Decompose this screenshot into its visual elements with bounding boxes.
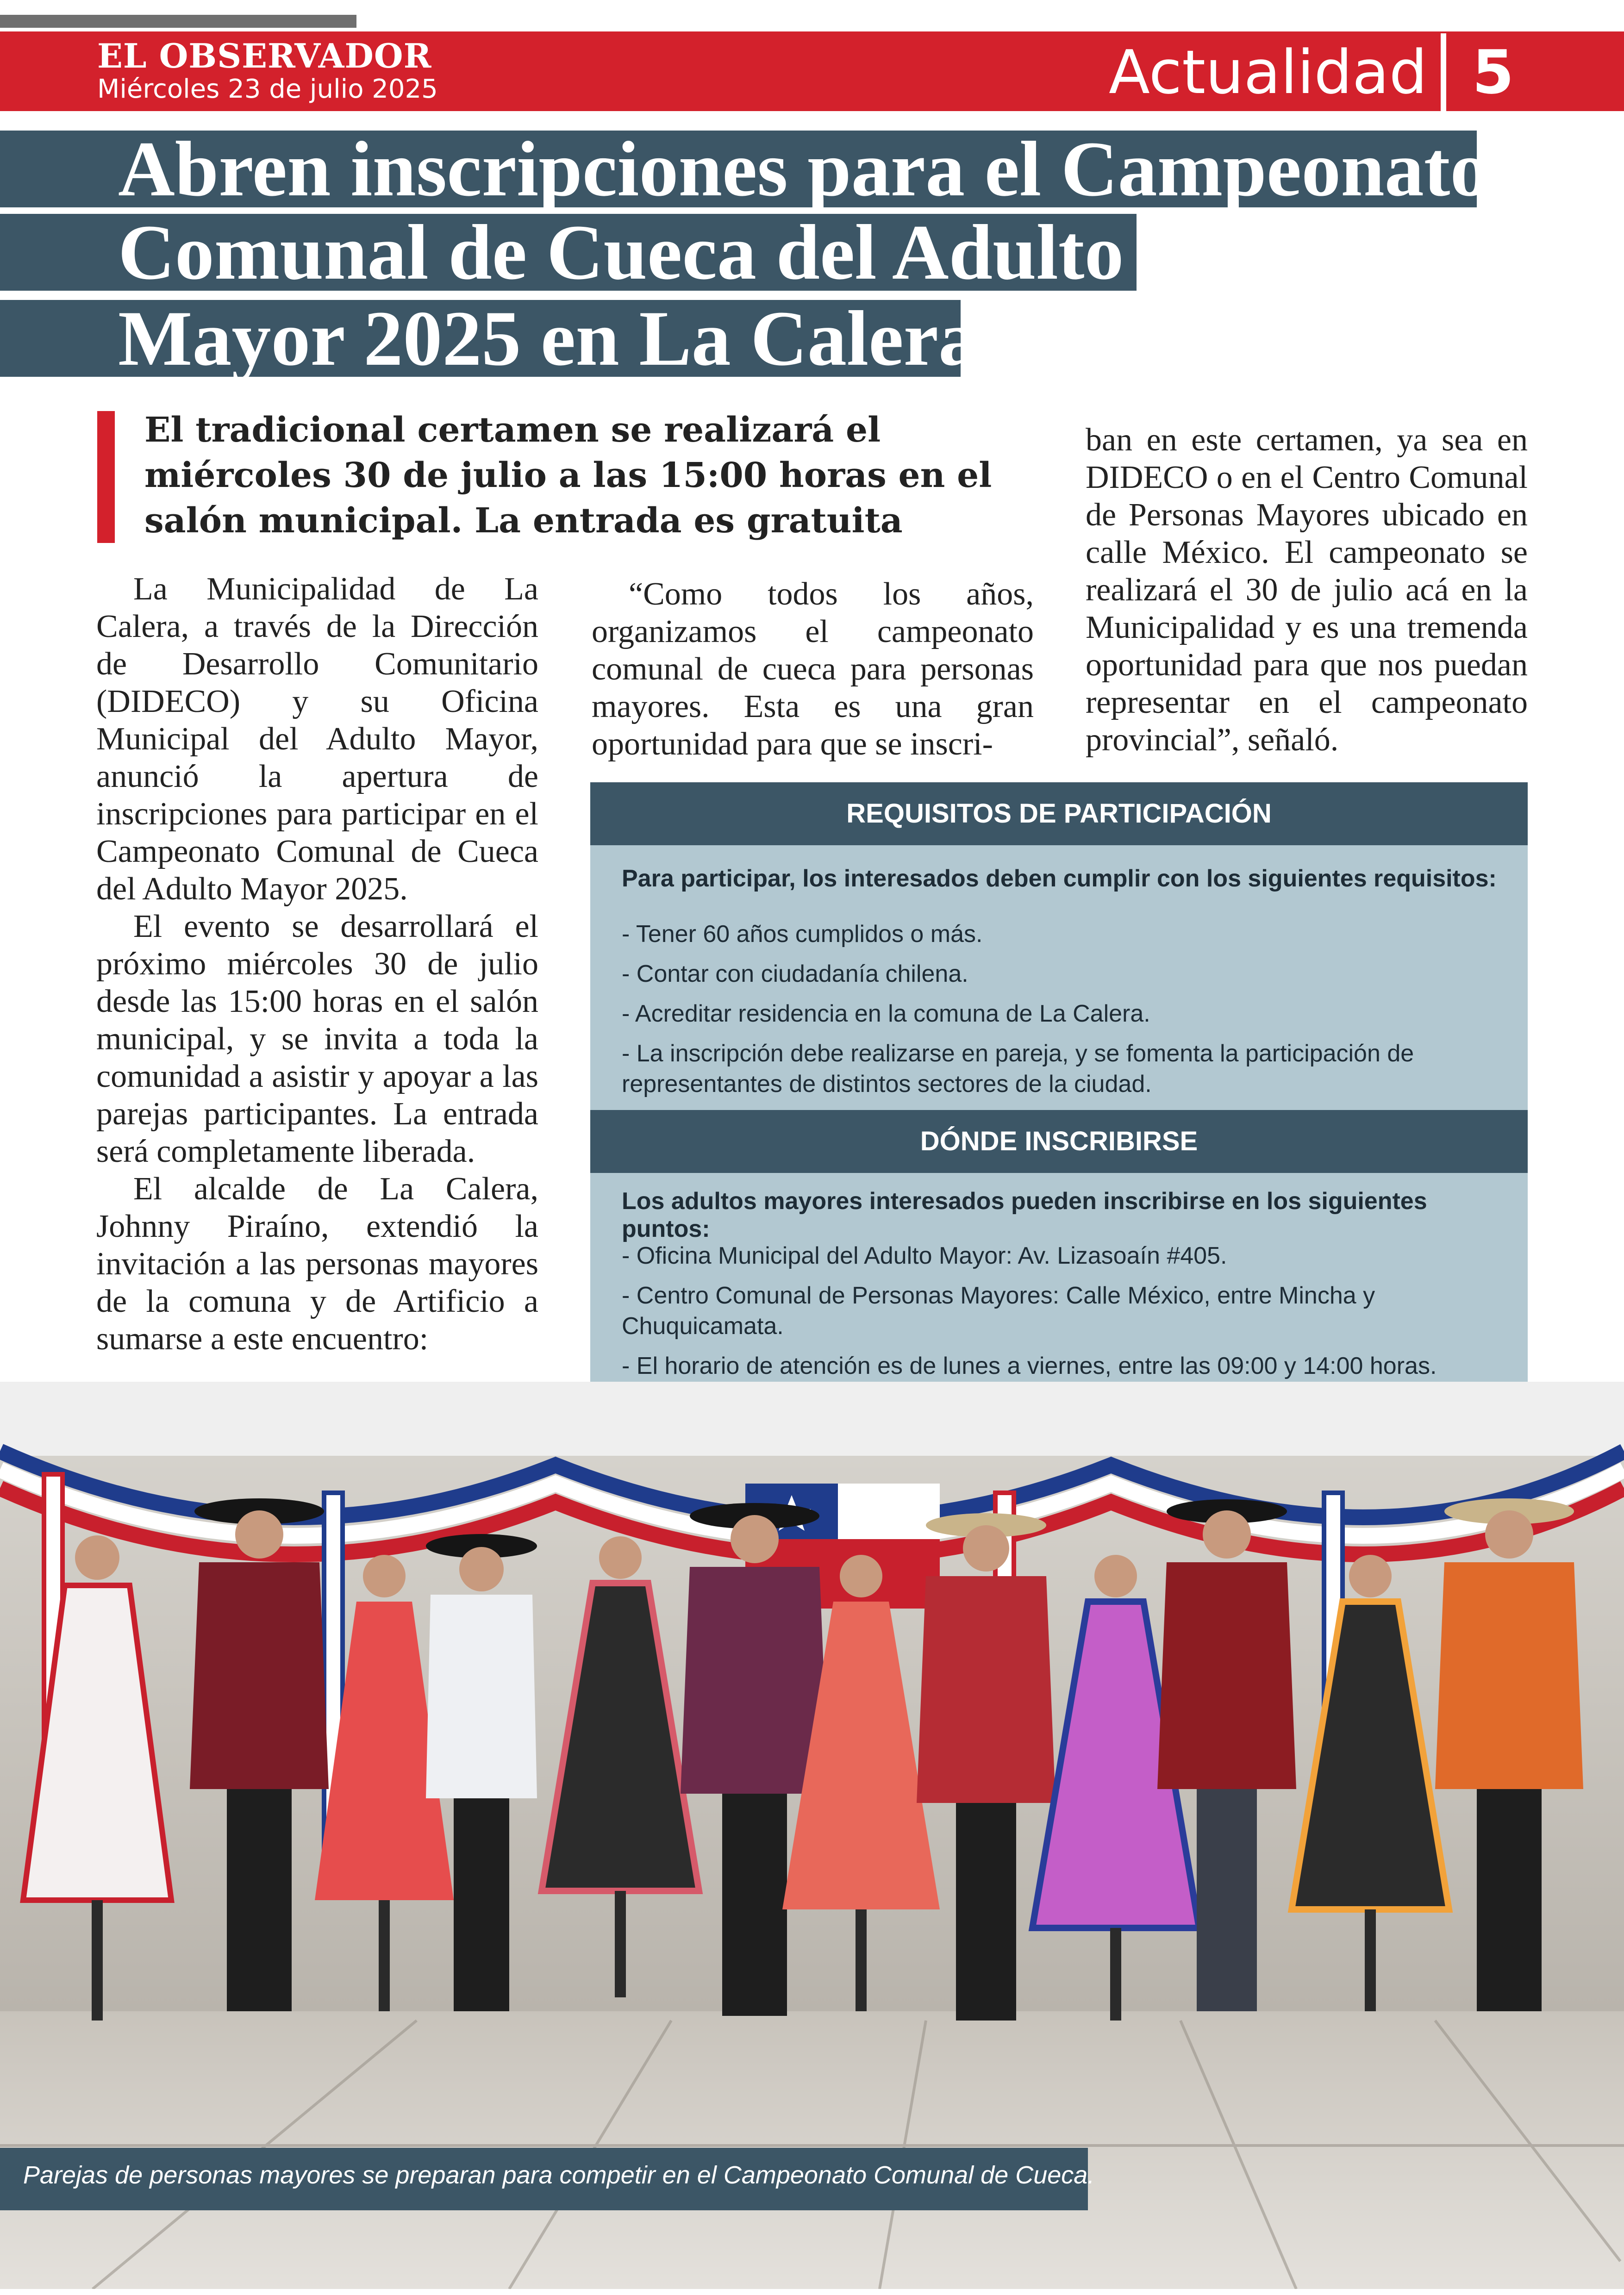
article-column-1 (96, 570, 538, 1358)
top-rule (0, 15, 356, 28)
paragraph: La Municipalidad de La Calera, a través de la Dirección de Desarrollo Comunitario (DIDECO) y su Oficina Municipal del Adulto Mayor, anunció la apertura de inscripciones para participar en el Campeonato Comunal de Cueca del Adulto Mayor 2025. (96, 571, 538, 907)
headline-line-3: Mayor 2025 en La Calera (118, 295, 978, 382)
where-heading: DÓNDE INSCRIBIRSE (590, 1110, 1528, 1173)
article-deck: El tradicional certamen se realizará el miércoles 30 de julio a las 15:00 horas en el salón municipal. La entrada es gratuita (144, 410, 992, 541)
paragraph: El evento se desarrollará el próximo miércoles 30 de julio desde las 15:00 horas en el salón municipal, y se invita a toda la comunidad a asistir y apoyar a las parejas participantes. La entrada será completamente liberada. (96, 909, 538, 1169)
info-box (590, 782, 1528, 1407)
requirements-intro: Para participar, los interesados deben cumplir con los siguientes requisitos: (622, 865, 1497, 892)
where-intro: Los adultos mayores interesados pueden inscribirse en los siguientes puntos: (622, 1188, 1427, 1242)
list-item: - Contar con ciudadanía chilena. (622, 960, 968, 987)
where-list (622, 1241, 1501, 1391)
headline-line-1: Abren inscripciones para el Campeonato (118, 125, 1490, 212)
list-item: - Centro Comunal de Personas Mayores: Calle México, entre Mincha y Chuquicamata. (622, 1282, 1375, 1340)
deck-accent-bar (97, 411, 115, 543)
list-item: - La inscripción debe realizarse en pareja, y se fomenta la participación de representantes de distintos sectores de la ciudad. (622, 1040, 1414, 1098)
paragraph: “Como todos los años, organizamos el campeonato comunal de cueca para personas mayores. Esta es una gran oportunidad para que se inscri- (592, 576, 1034, 762)
list-item: - Oficina Municipal del Adulto Mayor: Av. Lizasoaín #405. (622, 1242, 1227, 1269)
photo-caption: Parejas de personas mayores se preparan para competir en el Campeonato Comunal de Cueca. (23, 2161, 1095, 2189)
page-number: 5 (1472, 37, 1514, 107)
article-column-3 (1086, 421, 1528, 759)
paragraph: ban en este certamen, ya sea en DIDECO o en el Centro Comunal de Personas Mayores ubicado en calle México. El campeonato se realizará el 30 de julio acá en la Municipalidad y es una tremenda oportunidad para que nos puedan representar en el campeonato provincial”, señaló. (1086, 422, 1528, 758)
requirements-heading: REQUISITOS DE PARTICIPACIÓN (590, 782, 1528, 845)
section-label: Actualidad (1109, 37, 1428, 107)
paragraph: El alcalde de La Calera, Johnny Piraíno, extendió la invitación a las personas mayores de la comuna y de Artificio a sumarse a este encuentro: (96, 1171, 538, 1357)
article-column-2 (592, 575, 1034, 763)
section-divider (1441, 33, 1446, 111)
newspaper-name: EL OBSERVADOR (97, 36, 432, 75)
issue-date: Miércoles 23 de julio 2025 (97, 74, 438, 104)
list-item: - Tener 60 años cumplidos o más. (622, 921, 983, 948)
requirements-list (622, 919, 1501, 1109)
headline-line-2: Comunal de Cueca del Adulto (118, 209, 1124, 296)
list-item: - Acreditar residencia en la comuna de La Calera. (622, 1000, 1150, 1027)
list-item: - El horario de atención es de lunes a viernes, entre las 09:00 y 14:00 horas. (622, 1353, 1437, 1379)
